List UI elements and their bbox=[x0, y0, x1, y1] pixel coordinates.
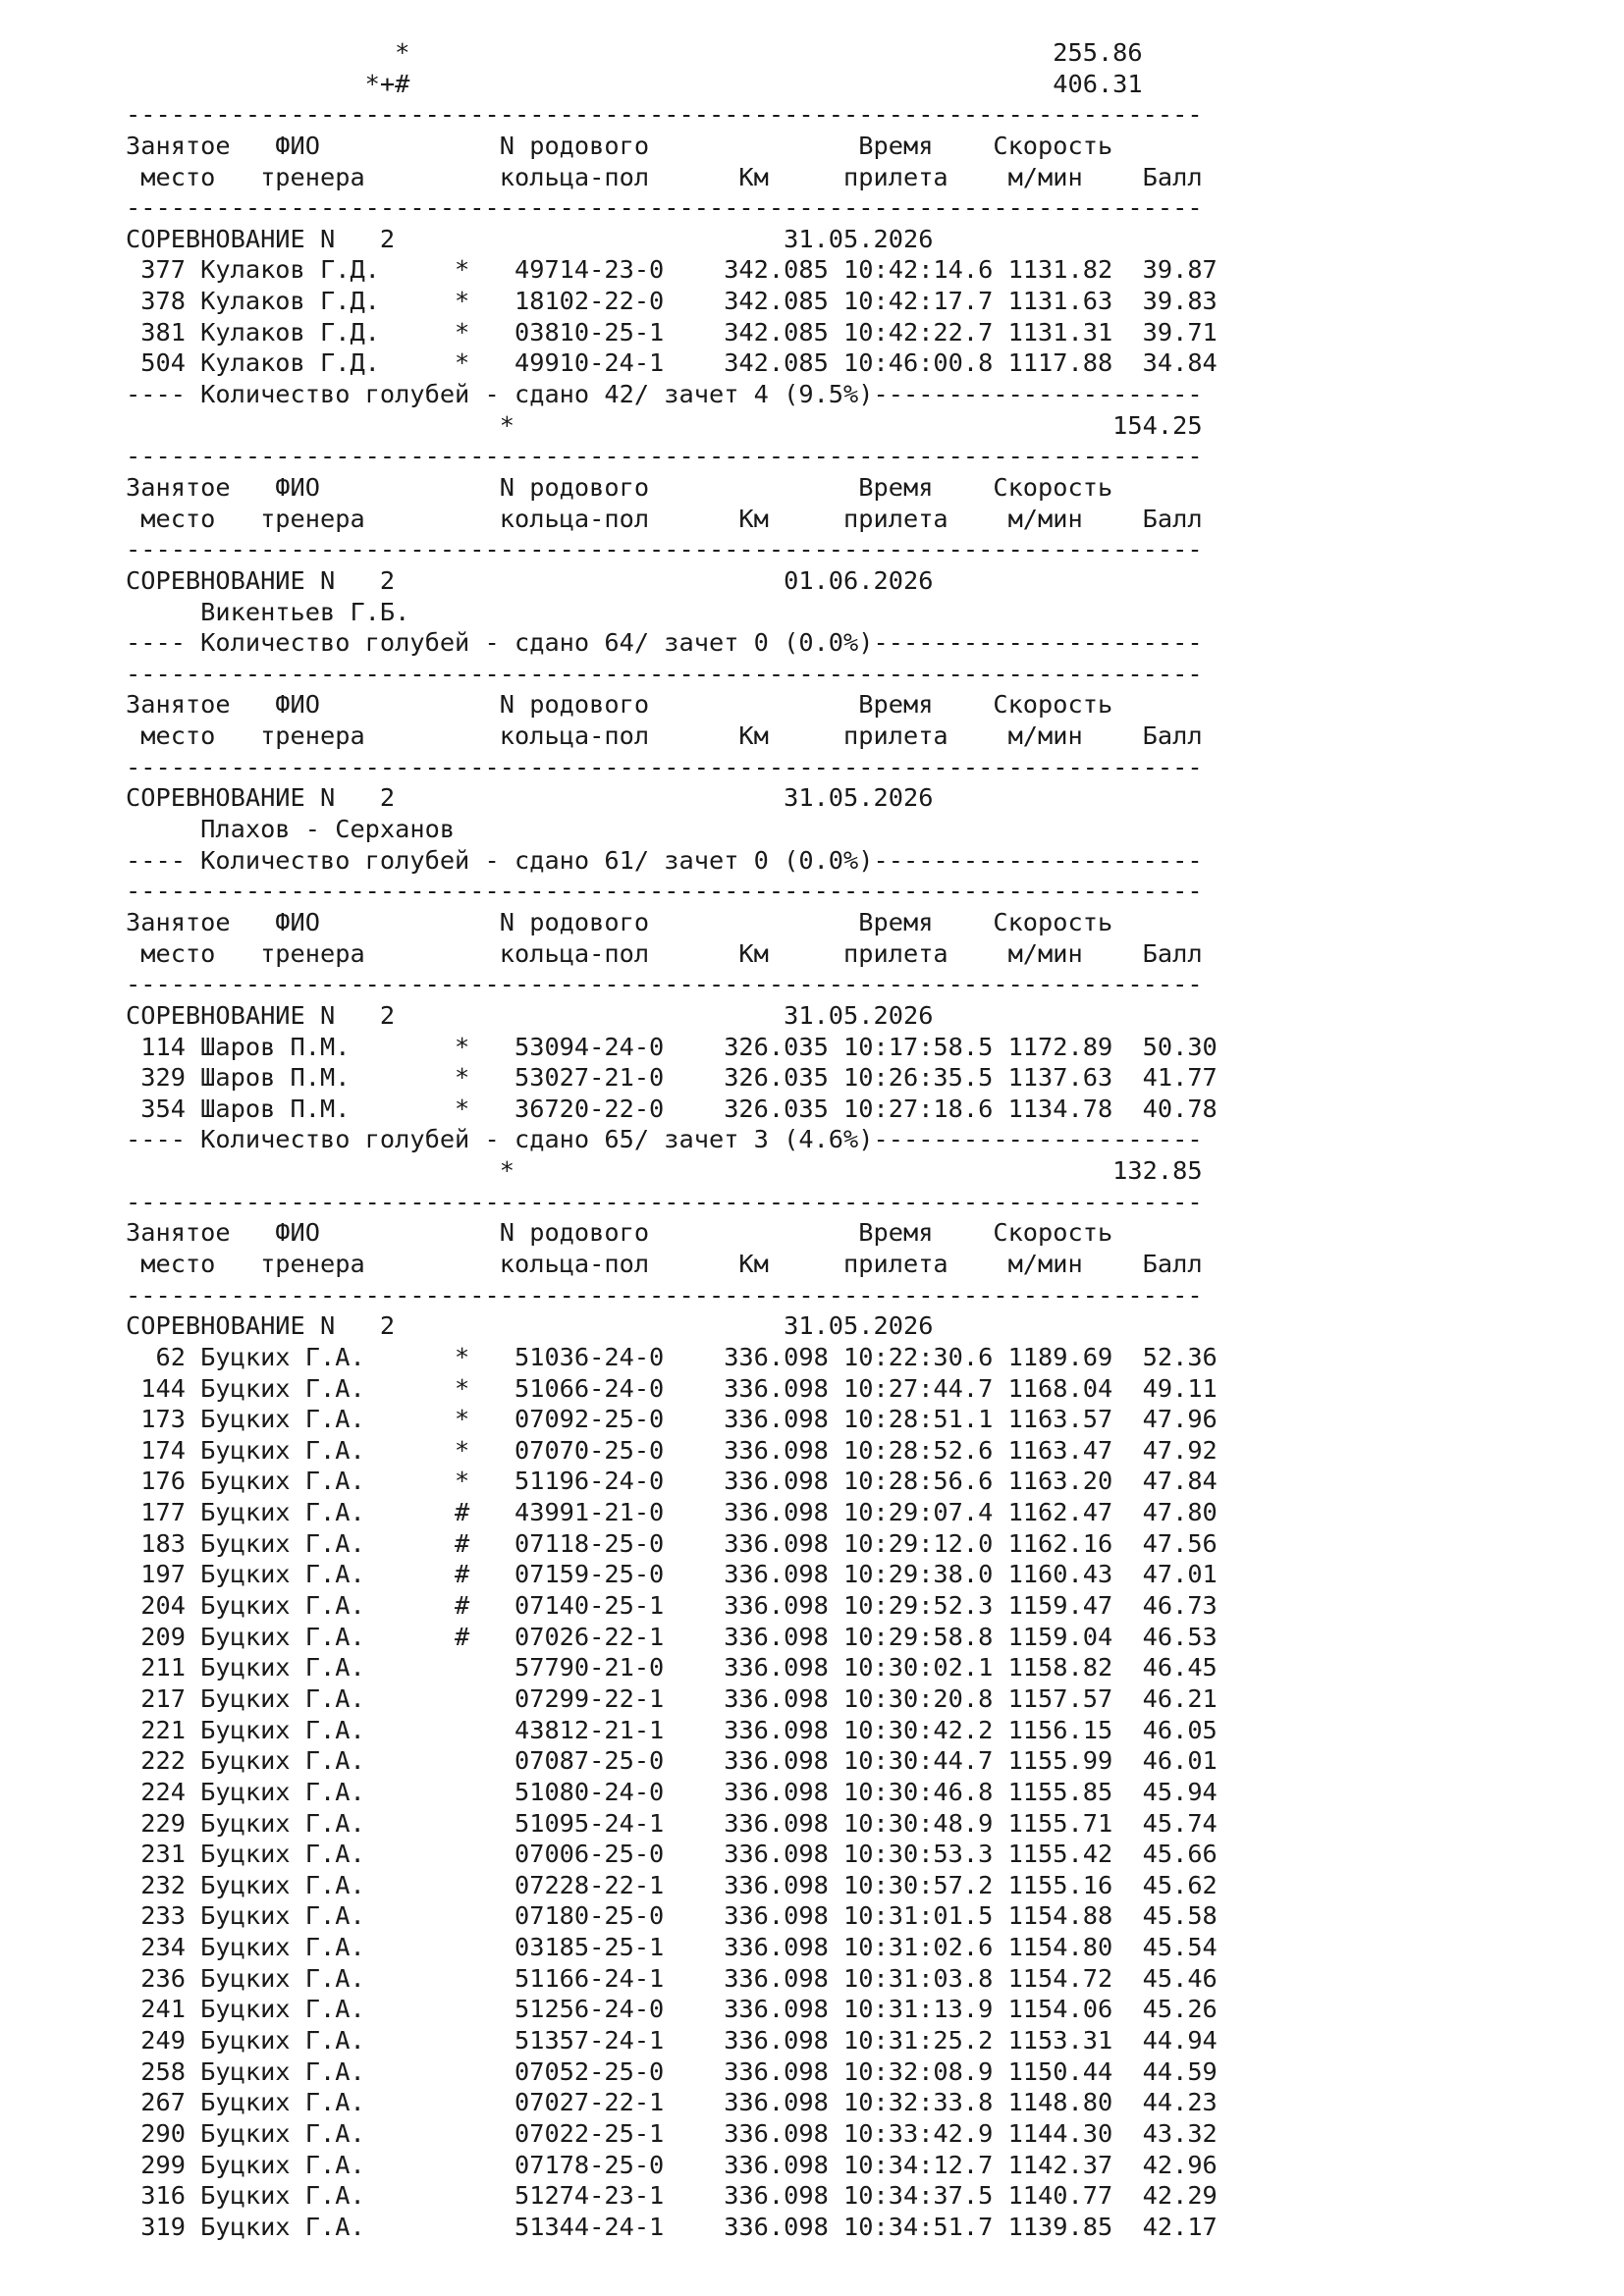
result-row: 177 Буцких Г.А. # 43991-21-0 336.098 10:29:07.4 1162.47 47.80 bbox=[126, 1498, 1218, 1527]
result-row: 381 Кулаков Г.Д. * 03810-25-1 342.085 10:42:22.7 1131.31 39.71 bbox=[126, 317, 1218, 347]
result-row: 231 Буцких Г.А. 07006-25-0 336.098 10:30:53.3 1155.42 45.66 bbox=[126, 1840, 1218, 1869]
trainer-name-line: Плахов - Серханов bbox=[126, 815, 456, 844]
result-row: 211 Буцких Г.А. 57790-21-0 336.098 10:30:02.1 1158.82 46.45 bbox=[126, 1653, 1218, 1682]
separator-line: ------------------------------------------------------------------------ bbox=[126, 100, 1203, 130]
summary-line: ---- Количество голубей - сдано 61/ зачет 0 (0.0%)---------------------- bbox=[126, 845, 1203, 875]
result-row: 319 Буцких Г.А. 51344-24-1 336.098 10:34:51.7 1139.85 42.17 bbox=[126, 2212, 1218, 2241]
result-row: 224 Буцких Г.А. 51080-24-0 336.098 10:30:46.8 1155.85 45.94 bbox=[126, 1777, 1218, 1806]
column-header-line: место тренера кольца-пол Км прилета м/мин Балл bbox=[126, 938, 1203, 968]
competition-heading: СОРЕВНОВАНИЕ N 2 31.05.2026 bbox=[126, 783, 934, 813]
summary-line: ---- Количество голубей - сдано 42/ зачет 4 (9.5%)---------------------- bbox=[126, 380, 1203, 409]
result-row: 377 Кулаков Г.Д. * 49714-23-0 342.085 10:42:14.6 1131.82 39.87 bbox=[126, 255, 1218, 285]
result-row: 233 Буцких Г.А. 07180-25-0 336.098 10:31:01.5 1154.88 45.58 bbox=[126, 1901, 1218, 1931]
result-row: 232 Буцких Г.А. 07228-22-1 336.098 10:30:57.2 1155.16 45.62 bbox=[126, 1870, 1218, 1899]
result-row: 290 Буцких Г.А. 07022-25-1 336.098 10:33:42.9 1144.30 43.32 bbox=[126, 2118, 1218, 2148]
column-header-line: место тренера кольца-пол Км прилета м/мин Балл bbox=[126, 721, 1203, 751]
separator-line: ------------------------------------------------------------------------ bbox=[126, 877, 1203, 906]
result-row: 329 Шаров П.М. * 53027-21-0 326.035 10:26:35.5 1137.63 41.77 bbox=[126, 1063, 1218, 1093]
result-row: 174 Буцких Г.А. * 07070-25-0 336.098 10:28:52.6 1163.47 47.92 bbox=[126, 1435, 1218, 1465]
report-line: * 255.86 bbox=[126, 38, 1143, 67]
result-row: 183 Буцких Г.А. # 07118-25-0 336.098 10:29:12.0 1162.16 47.56 bbox=[126, 1528, 1218, 1558]
report-printout bbox=[126, 37, 1218, 2242]
result-row: 241 Буцких Г.А. 51256-24-0 336.098 10:31:13.9 1154.06 45.26 bbox=[126, 1995, 1218, 2024]
result-row: 299 Буцких Г.А. 07178-25-0 336.098 10:34:12.7 1142.37 42.96 bbox=[126, 2150, 1218, 2179]
result-row: 114 Шаров П.М. * 53094-24-0 326.035 10:17:58.5 1172.89 50.30 bbox=[126, 1032, 1218, 1061]
separator-line: ------------------------------------------------------------------------ bbox=[126, 970, 1203, 999]
report-line: *+# 406.31 bbox=[126, 69, 1143, 98]
column-header-line: Занятое ФИО N родового Время Скорость bbox=[126, 907, 1113, 936]
column-header-line: Занятое ФИО N родового Время Скорость bbox=[126, 131, 1113, 160]
result-row: 209 Буцких Г.А. # 07026-22-1 336.098 10:29:58.8 1159.04 46.53 bbox=[126, 1622, 1218, 1651]
result-row: 258 Буцких Г.А. 07052-25-0 336.098 10:32:08.9 1150.44 44.59 bbox=[126, 2056, 1218, 2086]
separator-line: ------------------------------------------------------------------------ bbox=[126, 193, 1203, 223]
trainer-name-line: Викентьев Г.Б. bbox=[126, 597, 410, 626]
column-header-line: Занятое ФИО N родового Время Скорость bbox=[126, 690, 1113, 720]
separator-line: ------------------------------------------------------------------------ bbox=[126, 535, 1203, 564]
result-row: 354 Шаров П.М. * 36720-22-0 326.035 10:27:18.6 1134.78 40.78 bbox=[126, 1094, 1218, 1123]
result-row: 217 Буцких Г.А. 07299-22-1 336.098 10:30:20.8 1157.57 46.21 bbox=[126, 1683, 1218, 1713]
result-row: 176 Буцких Г.А. * 51196-24-0 336.098 10:28:56.6 1163.20 47.84 bbox=[126, 1467, 1218, 1496]
result-row: 236 Буцких Г.А. 51166-24-1 336.098 10:31:03.8 1154.72 45.46 bbox=[126, 1963, 1218, 1993]
column-header-line: место тренера кольца-пол Км прилета м/мин Балл bbox=[126, 162, 1203, 191]
result-row: 221 Буцких Г.А. 43812-21-1 336.098 10:30:42.2 1156.15 46.05 bbox=[126, 1715, 1218, 1744]
total-line: * 132.85 bbox=[126, 1156, 1203, 1186]
result-row: 316 Буцких Г.А. 51274-23-1 336.098 10:34:37.5 1140.77 42.29 bbox=[126, 2181, 1218, 2211]
separator-line: ------------------------------------------------------------------------ bbox=[126, 1187, 1203, 1216]
result-row: 197 Буцких Г.А. # 07159-25-0 336.098 10:29:38.0 1160.43 47.01 bbox=[126, 1560, 1218, 1589]
result-row: 204 Буцких Г.А. # 07140-25-1 336.098 10:29:52.3 1159.47 46.73 bbox=[126, 1591, 1218, 1621]
separator-line: ------------------------------------------------------------------------ bbox=[126, 659, 1203, 688]
column-header-line: место тренера кольца-пол Км прилета м/мин Балл bbox=[126, 1249, 1203, 1278]
summary-line: ---- Количество голубей - сдано 64/ зачет 0 (0.0%)---------------------- bbox=[126, 628, 1203, 658]
competition-heading: СОРЕВНОВАНИЕ N 2 31.05.2026 bbox=[126, 1311, 934, 1341]
competition-heading: СОРЕВНОВАНИЕ N 2 31.05.2026 bbox=[126, 1000, 934, 1030]
competition-heading: СОРЕВНОВАНИЕ N 2 01.06.2026 bbox=[126, 565, 934, 595]
result-row: 267 Буцких Г.А. 07027-22-1 336.098 10:32:33.8 1148.80 44.23 bbox=[126, 2088, 1218, 2117]
column-header-line: место тренера кольца-пол Км прилета м/мин Балл bbox=[126, 504, 1203, 533]
result-row: 62 Буцких Г.А. * 51036-24-0 336.098 10:22:30.6 1189.69 52.36 bbox=[126, 1342, 1218, 1371]
column-header-line: Занятое ФИО N родового Время Скорость bbox=[126, 472, 1113, 502]
result-row: 378 Кулаков Г.Д. * 18102-22-0 342.085 10:42:17.7 1131.63 39.83 bbox=[126, 287, 1218, 316]
result-row: 144 Буцких Г.А. * 51066-24-0 336.098 10:27:44.7 1168.04 49.11 bbox=[126, 1373, 1218, 1403]
competition-heading: СОРЕВНОВАНИЕ N 2 31.05.2026 bbox=[126, 224, 934, 253]
column-header-line: Занятое ФИО N родового Время Скорость bbox=[126, 1218, 1113, 1248]
result-row: 504 Кулаков Г.Д. * 49910-24-1 342.085 10:46:00.8 1117.88 34.84 bbox=[126, 348, 1218, 378]
result-row: 229 Буцких Г.А. 51095-24-1 336.098 10:30:48.9 1155.71 45.74 bbox=[126, 1808, 1218, 1838]
result-row: 173 Буцких Г.А. * 07092-25-0 336.098 10:28:51.1 1163.57 47.96 bbox=[126, 1405, 1218, 1434]
separator-line: ------------------------------------------------------------------------ bbox=[126, 1280, 1203, 1309]
result-row: 234 Буцких Г.А. 03185-25-1 336.098 10:31:02.6 1154.80 45.54 bbox=[126, 1933, 1218, 1962]
summary-line: ---- Количество голубей - сдано 65/ зачет 3 (4.6%)---------------------- bbox=[126, 1125, 1203, 1154]
total-line: * 154.25 bbox=[126, 410, 1203, 440]
result-row: 222 Буцких Г.А. 07087-25-0 336.098 10:30:44.7 1155.99 46.01 bbox=[126, 1746, 1218, 1776]
separator-line: ------------------------------------------------------------------------ bbox=[126, 752, 1203, 781]
separator-line: ------------------------------------------------------------------------ bbox=[126, 442, 1203, 471]
result-row: 249 Буцких Г.А. 51357-24-1 336.098 10:31:25.2 1153.31 44.94 bbox=[126, 2026, 1218, 2055]
